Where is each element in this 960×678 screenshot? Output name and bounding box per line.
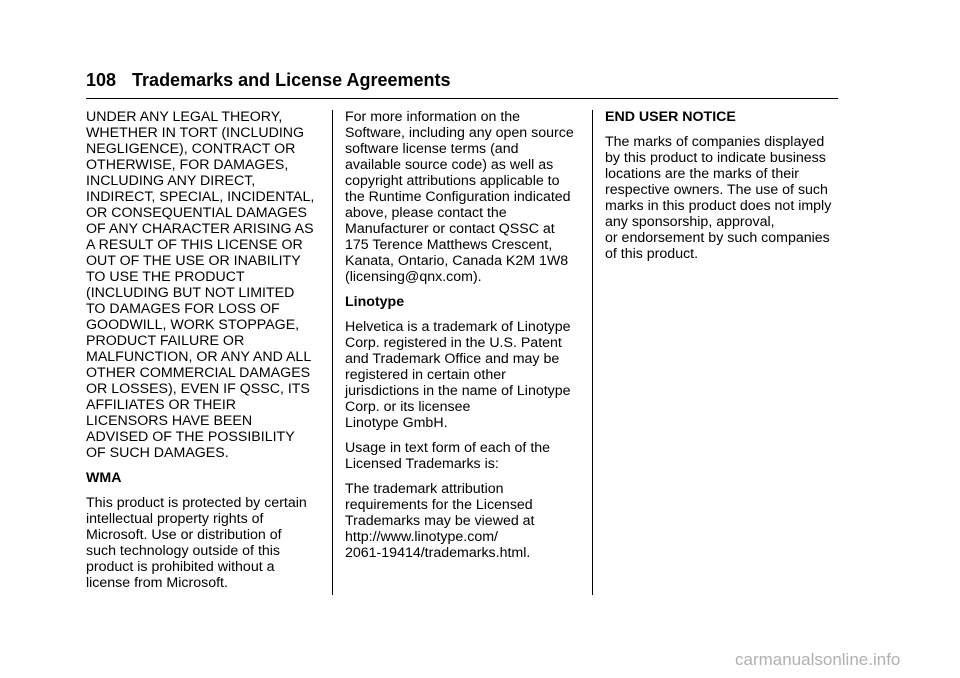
text-line: (INCLUDING BUT NOT LIMITED: [86, 285, 295, 301]
text-line: PRODUCT FAILURE OR: [86, 333, 245, 349]
page-header: [86, 70, 451, 91]
section-heading-linotype: Linotype: [345, 294, 405, 310]
text-line: Linotype GmbH.: [345, 415, 448, 431]
text-line: Trademarks may be viewed at: [345, 513, 535, 529]
column-3: [605, 109, 845, 271]
text-line: GOODWILL, WORK STOPPAGE,: [86, 317, 300, 333]
header-rule: [86, 98, 838, 99]
text-line: Microsoft. Use or distribution of: [86, 527, 282, 543]
text-line: software license terms (and: [345, 141, 519, 157]
text-line: Usage in text form of each of the: [345, 440, 551, 456]
paragraph: [345, 440, 585, 472]
text-line: jurisdictions in the name of Linotype: [345, 383, 571, 399]
text-line: and Trademark Office and may be: [345, 351, 560, 367]
column-divider: [592, 110, 593, 595]
column-2: [345, 109, 585, 570]
text-line: registered in certain other: [345, 367, 506, 383]
text-line: OF ANY CHARACTER ARISING AS: [86, 221, 314, 237]
column-1: [86, 109, 326, 600]
text-line: Corp. or its licensee: [345, 399, 471, 415]
text-line: intellectual property rights of: [86, 511, 264, 527]
text-line: For more information on the: [345, 109, 521, 125]
text-line: by this product to indicate business: [605, 150, 826, 166]
text-line: INDIRECT, SPECIAL, INCIDENTAL,: [86, 189, 315, 205]
text-line: locations are the marks of their: [605, 166, 799, 182]
text-line: Licensed Trademarks is:: [345, 456, 499, 472]
text-line: http://www.linotype.com/: [345, 529, 498, 545]
text-line: OTHER COMMERCIAL DAMAGES: [86, 365, 311, 381]
text-line: such technology outside of this: [86, 543, 281, 559]
text-line: The marks of companies displayed: [605, 134, 825, 150]
text-line: respective owners. The use of such: [605, 182, 828, 198]
paragraph: [345, 481, 585, 561]
paragraph: [345, 109, 585, 285]
text-line: INCLUDING ANY DIRECT,: [86, 173, 256, 189]
text-line: TO USE THE PRODUCT: [86, 269, 245, 285]
text-line: requirements for the Licensed: [345, 497, 533, 513]
text-line: license from Microsoft.: [86, 575, 228, 591]
text-line: Corp. registered in the U.S. Patent: [345, 335, 562, 351]
column-divider: [332, 110, 333, 595]
text-line: OUT OF THE USE OR INABILITY: [86, 253, 301, 269]
text-line: TO DAMAGES FOR LOSS OF: [86, 301, 280, 317]
text-line: WHETHER IN TORT (INCLUDING: [86, 125, 305, 141]
text-line: copyright attributions applicable to: [345, 173, 560, 189]
text-line: of this product.: [605, 246, 699, 262]
text-line: any sponsorship, approval,: [605, 214, 775, 230]
text-line: MALFUNCTION, OR ANY AND ALL: [86, 349, 312, 365]
text-line: the Runtime Configuration indicated: [345, 189, 571, 205]
section-heading-wma: WMA: [86, 470, 122, 486]
paragraph: [86, 109, 326, 461]
text-line: OTHERWISE, FOR DAMAGES,: [86, 157, 289, 173]
text-line: (licensing@qnx.com).: [345, 269, 482, 285]
text-line: Manufacturer or contact QSSC at: [345, 221, 555, 237]
text-line: or endorsement by such companies: [605, 230, 830, 246]
text-line: UNDER ANY LEGAL THEORY,: [86, 109, 283, 125]
text-line: A RESULT OF THIS LICENSE OR: [86, 237, 303, 253]
text-line: The trademark attribution: [345, 481, 504, 497]
text-line: LICENSORS HAVE BEEN: [86, 413, 253, 429]
page-number: 108: [86, 70, 117, 90]
text-line: marks in this product does not imply: [605, 198, 832, 214]
text-line: product is prohibited without a: [86, 559, 275, 575]
text-line: OR CONSEQUENTIAL DAMAGES: [86, 205, 307, 221]
text-line: Software, including any open source: [345, 125, 574, 141]
paragraph: [605, 134, 845, 262]
text-line: Helvetica is a trademark of Linotype: [345, 319, 571, 335]
text-line: This product is protected by certain: [86, 495, 307, 511]
text-line: OF SUCH DAMAGES.: [86, 445, 229, 461]
paragraph: [86, 495, 326, 591]
text-line: 175 Terence Matthews Crescent,: [345, 237, 553, 253]
text-line: ADVISED OF THE POSSIBILITY: [86, 429, 295, 445]
section-heading-end-user-notice: END USER NOTICE: [605, 109, 736, 125]
page-title: Trademarks and License Agreements: [132, 70, 451, 90]
text-line: NEGLIGENCE), CONTRACT OR: [86, 141, 296, 157]
text-line: OR LOSSES), EVEN IF QSSC, ITS: [86, 381, 310, 397]
text-line: AFFILIATES OR THEIR: [86, 397, 237, 413]
text-line: Kanata, Ontario, Canada K2M 1W8: [345, 253, 569, 269]
watermark: carmanualsonline.info: [735, 650, 901, 669]
text-line: 2061-19414/trademarks.html.: [345, 545, 531, 561]
paragraph: [345, 319, 585, 431]
text-line: available source code) as well as: [345, 157, 554, 173]
text-line: above, please contact the: [345, 205, 507, 221]
